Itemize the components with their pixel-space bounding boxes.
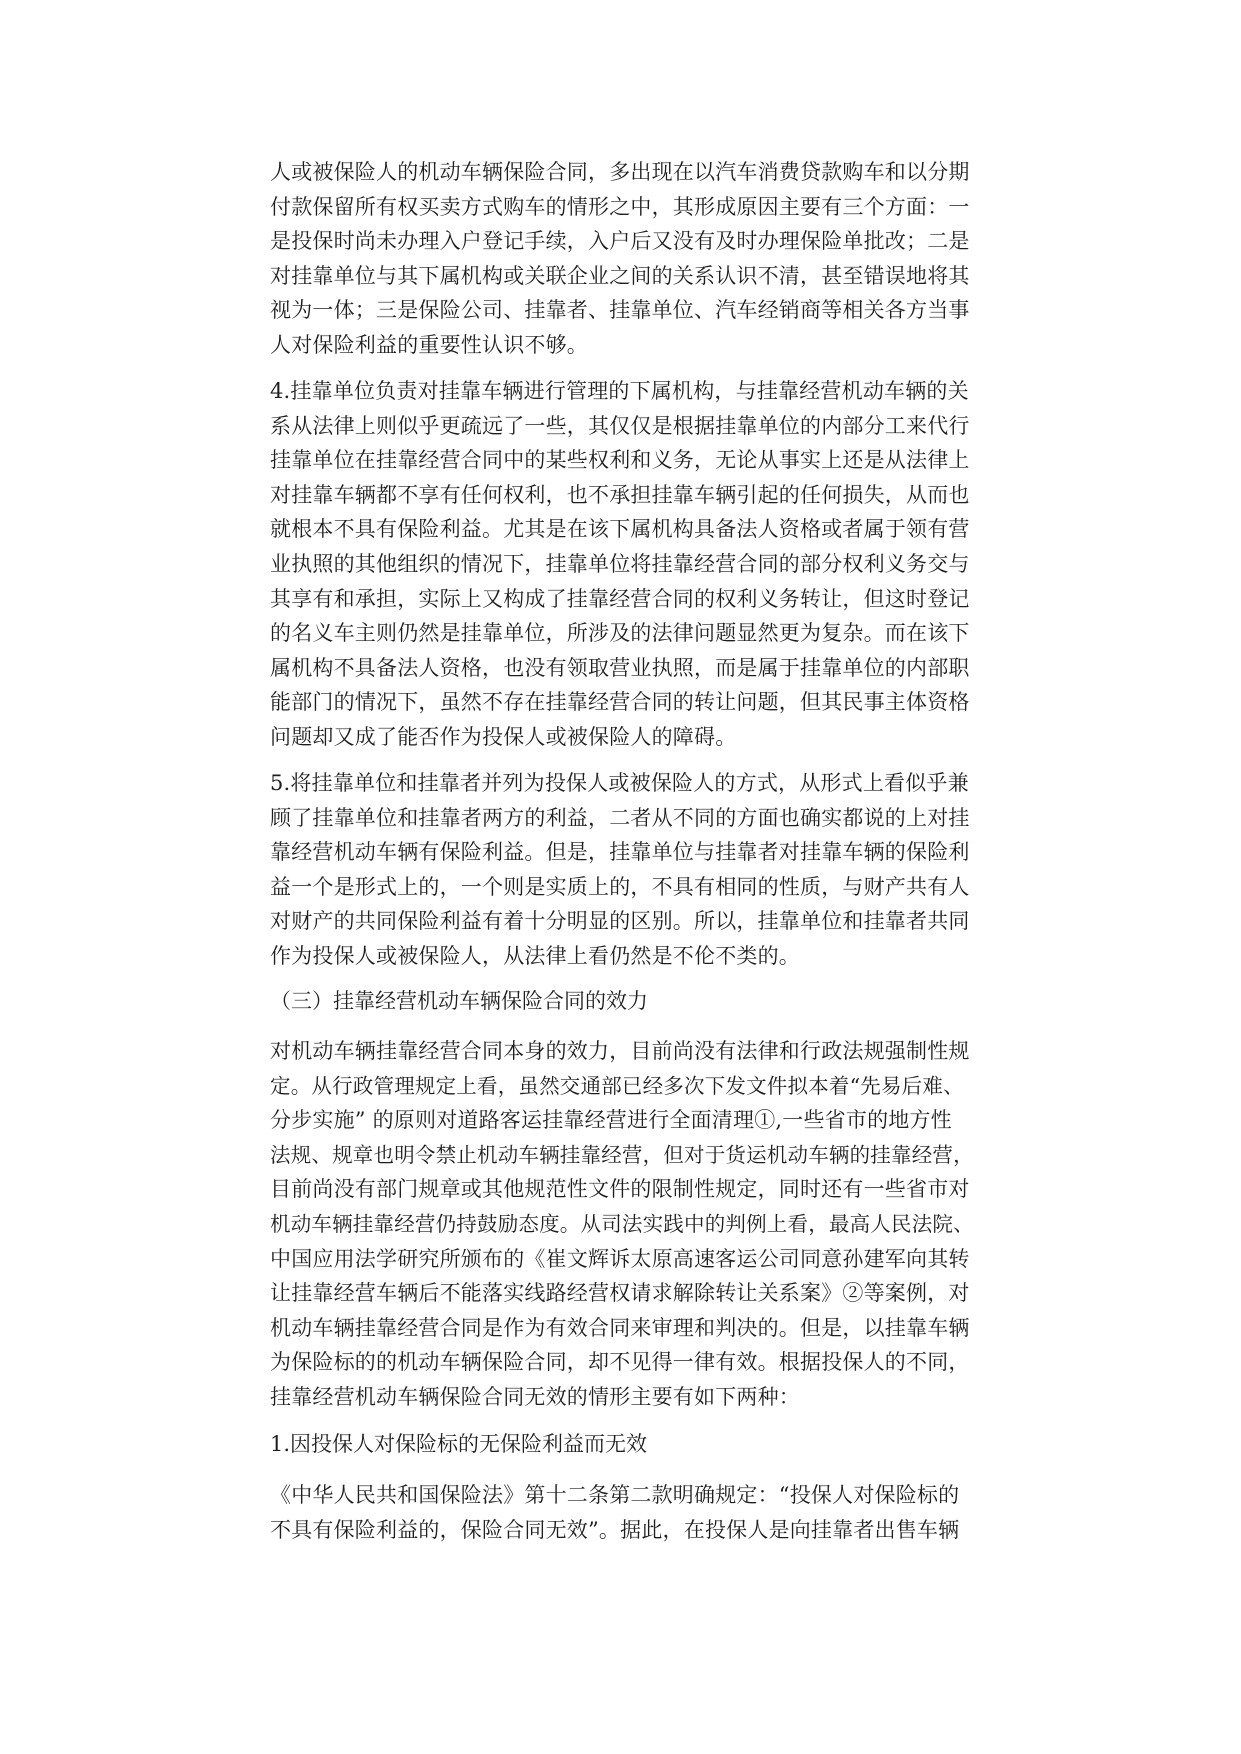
text-line: 是投保时尚未办理入户登记手续，入户后又没有及时办理保险单批改；二是: [270, 229, 970, 254]
text-line: 益一个是形式上的，一个则是实质上的，不具有相同的性质，与财产共有人: [270, 874, 970, 899]
text-line: 对财产的共同保险利益有着十分明显的区别。所以，挂靠单位和挂靠者共同: [270, 909, 970, 934]
text-line: 挂靠单位在挂靠经营合同中的某些权利和义务，无论从事实上还是从法律上: [270, 448, 970, 473]
text-line: 4.挂靠单位负责对挂靠车辆进行管理的下属机构，与挂靠经营机动车辆的关: [270, 379, 969, 403]
text-line: 靠经营机动车辆有保险利益。但是，挂靠单位与挂靠者对挂靠车辆的保险利: [270, 840, 970, 865]
text-line: 为保险标的的机动车辆保险合同，却不见得一律有效。根据投保人的不同，: [270, 1350, 970, 1375]
text-line: 不具有保险利益的，保险合同无效”。据此，在投保人是向挂靠者出售车辆: [270, 1517, 960, 1542]
text-line: 问题却又成了能否作为投保人或被保险人的障碍。: [270, 724, 737, 749]
text-line: 目前尚没有部门规章或其他规范性文件的限制性规定，同时还有一些省市对: [270, 1177, 970, 1202]
text-line: 让挂靠经营车辆后不能落实线路经营权请求解除转让关系案》②等案例，对: [270, 1281, 970, 1306]
section-heading: （三）挂靠经营机动车辆保险合同的效力: [270, 989, 648, 1013]
text-line: 业执照的其他组织的情况下，挂靠单位将挂靠经营合同的部分权利义务交与: [270, 551, 970, 576]
text-line: 定。从行政管理规定上看，虽然交通部已经多次下发文件拟本着“先易后难、: [270, 1073, 964, 1098]
text-line: 人对保险利益的重要性认识不够。: [270, 332, 588, 357]
text-line: 中国应用法学研究所颁布的《崔文辉诉太原高速客运公司同意孙建军向其转: [270, 1246, 970, 1271]
text-line: 《中华人民共和国保险法》第十二条第二款明确规定：“投保人对保险标的: [270, 1483, 960, 1507]
text-line: 法规、规章也明令禁止机动车辆挂靠经营，但对于货运机动车辆的挂靠经营，: [270, 1142, 974, 1167]
text-line: 其享有和承担，实际上又构成了挂靠经营合同的权利义务转让，但这时登记: [270, 586, 970, 611]
text-line: 5.将挂靠单位和挂靠者并列为投保人或被保险人的方式，从形式上看似乎兼: [270, 771, 969, 795]
text-line: 机动车辆挂靠经营仍持鼓励态度。从司法实践中的判例上看，最高人民法院、: [270, 1211, 974, 1236]
text-line: 的名义车主则仍然是挂靠单位，所涉及的法律问题显然更为复杂。而在该下: [270, 621, 970, 646]
paragraph-4: [270, 1034, 975, 1415]
text-line: 付款保留所有权买卖方式购车的情形之中，其形成原因主要有三个方面：一: [270, 194, 970, 219]
text-line: 对机动车辆挂靠经营合同本身的效力，目前尚没有法律和行政法规强制性规: [270, 1039, 970, 1063]
text-line: 分步实施” 的原则对道路客运挂靠经营进行全面清理①,一些省市的地方性: [270, 1108, 952, 1133]
text-line: 机动车辆挂靠经营合同是作为有效合同来审理和判决的。但是，以挂靠车辆: [270, 1315, 970, 1340]
text-line: 就根本不具有保险利益。尤其是在该下属机构具备法人资格或者属于领有营: [270, 517, 970, 542]
text-line: 属机构不具备法人资格，也没有领取营业执照，而是属于挂靠单位的内部职: [270, 655, 970, 680]
paragraph-1: [270, 155, 975, 363]
text-line: 挂靠经营机动车辆保险合同无效的情形主要有如下两种：: [270, 1384, 800, 1409]
text-line: 能部门的情况下，虽然不存在挂靠经营合同的转让问题，但其民事主体资格: [270, 690, 970, 715]
text-line: 人或被保险人的机动车辆保险合同，多出现在以汽车消费贷款购车和以分期: [270, 160, 970, 184]
paragraph-3: [270, 766, 975, 974]
text-line: 顾了挂靠单位和挂靠者两方的利益，二者从不同的方面也确实都说的上对挂: [270, 805, 970, 830]
subsection-heading: 1.因投保人对保险标的无保险利益而无效: [270, 1432, 648, 1456]
paragraph-2: [270, 374, 975, 755]
text-line: 视为一体；三是保险公司、挂靠者、挂靠单位、汽车经销商等相关各方当事: [270, 298, 970, 323]
text-line: 对挂靠单位与其下属机构或关联企业之间的关系认识不清，甚至错误地将其: [270, 263, 970, 288]
text-line: 系从法律上则似乎更疏远了一些，其仅仅是根据挂靠单位的内部分工来代行: [270, 413, 970, 438]
text-line: 对挂靠车辆都不享有任何权利，也不承担挂靠车辆引起的任何损失，从而也: [270, 482, 970, 507]
paragraph-5: [270, 1478, 975, 1547]
text-line: 作为投保人或被保险人，从法律上看仍然是不伦不类的。: [270, 943, 800, 968]
